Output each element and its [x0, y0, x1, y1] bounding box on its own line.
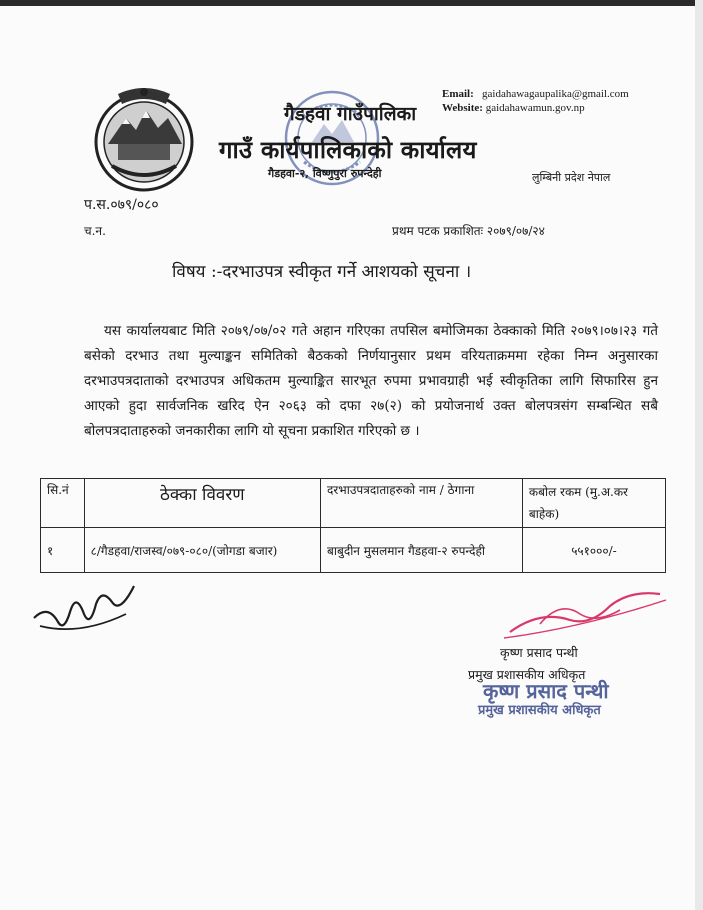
table-header-row [41, 479, 666, 528]
website-label: Website: [442, 102, 483, 114]
nepal-emblem-icon [88, 84, 200, 196]
org-name: गैडहवा गाउँपालिका [284, 103, 417, 125]
scan-right-edge [695, 0, 703, 910]
cell-bidder: बाबुदीन मुसलमान गैडहवा-२ रुपन्देही [321, 528, 523, 573]
reference-number: प.स.०७९/०८० [84, 197, 159, 213]
col-header-sn: सि.नं [41, 479, 85, 528]
signatory-name: कृष्ण प्रसाद पन्थी [500, 645, 578, 660]
cell-sn: १ [41, 528, 85, 573]
col-header-bidder: दरभाउपत्रदाताहरुको नाम / ठेगाना [321, 479, 523, 528]
scan-top-edge [0, 0, 703, 6]
col-header-amount: कबोल रकम (मु.अ.कर बाहेक) [522, 479, 665, 528]
subject-line: विषय :-दरभाउपत्र स्वीकृत गर्ने आशयको सूचना । [172, 262, 472, 282]
email-address[interactable]: gaidahawagaupalika@gmail.com [482, 88, 629, 100]
stamp-name: कृष्ण प्रसाद पन्थी [483, 679, 609, 703]
col-header-description: ठेक्का विवरण [84, 479, 320, 528]
office-title: गाउँ कार्यपालिकाको कार्यालय [219, 135, 477, 164]
bid-table [40, 478, 666, 573]
stamp-title: प्रमुख प्रशासकीय अधिकृत [478, 703, 601, 718]
table-row [41, 528, 666, 573]
signatory-title: प्रमुख प्रशासकीय अधिकृत [468, 667, 586, 682]
notice-body: यस कार्यालयबाट मिति २०७९/०७/०२ गते अहान गरिएका तपसिल बमोजिमका ठेक्काको मिति २०७९।०७।२३ गते बसेको दरभाउ तथा मुल्याङ्कन समितिको बैठकको निर्णयानुसार प्रथम वरियताक्रममा रहेका निम्न अनुसारका दरभाउपत्रदाताको दरभाउपत्र अधिकतम मुल्याङ्कित सारभूत रुपमा प्रभावग्राही भई स्वीकृतिका लागि सिफारिस हुन आएको हुदा सार्वजनिक खरिद ऐन २०६३ को दफा २७(२) को प्रयोजनार्थ उक्त बोलपत्रसंग सम्बन्धित सबै बोलपत्रदाताहरुको जनकारीका लागि यो सूचना प्रकाशित गरिएको छ । [84, 322, 658, 439]
publish-date: प्रथम पटक प्रकाशितः २०७९/०७/२४ [392, 224, 545, 238]
cell-amount: ५५१०००/- [522, 528, 665, 573]
province-name: लुम्बिनी प्रदेश नेपाल [532, 171, 611, 184]
left-signature-icon [30, 574, 140, 644]
cell-description: ८/गैडहवा/राजस्व/०७९-०८०/(जोगडा बजार) [84, 528, 320, 573]
email-label: Email: [442, 88, 474, 100]
contact-block [442, 87, 629, 115]
dispatch-number: च.न. [84, 224, 106, 238]
right-signature-icon [500, 580, 670, 640]
website-address[interactable]: gaidahawamun.gov.np [485, 102, 585, 114]
office-address: गैडहवा-२, विष्णुपुरा रुपन्देही [268, 167, 382, 180]
